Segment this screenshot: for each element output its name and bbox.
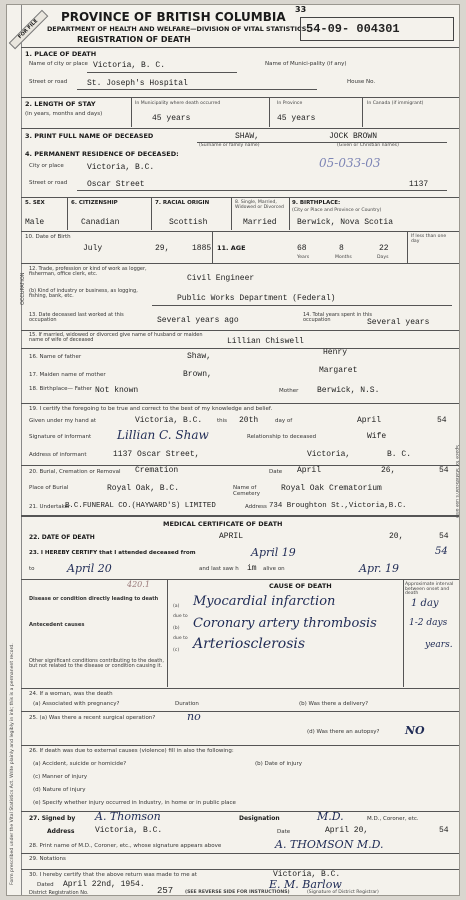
age-months: 8	[339, 244, 344, 253]
print-name-label: 28. Print name of M.D., Coroner, etc., whose signature appears above	[29, 843, 222, 849]
registrar-signature: E. M. Barlow	[269, 878, 342, 891]
relationship-label: Relationship to deceased	[247, 434, 317, 440]
attend-to-label: to	[29, 566, 35, 572]
undertaker-label: 21. Undertaker	[29, 504, 71, 510]
attend-label: 23. I HEREBY CERTIFY that I attended deceased from	[29, 550, 196, 556]
injury-date-label: (b) Date of injury	[255, 761, 303, 767]
total-years-value: Several years	[367, 318, 430, 327]
age-days: 22	[379, 244, 389, 253]
given-under-label: Given under my hand at	[29, 418, 96, 424]
stamp-number: 33	[295, 5, 307, 14]
burial-year: 54	[439, 466, 449, 475]
stay-province-label: In Province	[277, 101, 303, 106]
department-line: DEPARTMENT OF HEALTH AND WELFARE—DIVISION OF VITAL STATISTICS	[47, 25, 307, 33]
province-title: PROVINCE OF BRITISH COLUMBIA	[61, 10, 286, 24]
birth-year: 1885	[192, 244, 212, 253]
spouse-value: Lillian Chiswell	[227, 337, 304, 346]
birthplace-father-label: 18. Birthplace— Father	[29, 386, 93, 392]
attend-from: April 19	[251, 546, 296, 559]
informant-certify: 19. I certify the foregoing to be true and correct to the best of my knowledge and belief.	[29, 406, 273, 412]
informant-year: 54	[437, 416, 447, 425]
attend-year-from: 54	[435, 546, 448, 557]
registration-number: 54-09- 004301	[306, 22, 400, 36]
stay-municipality-value: 45 years	[152, 114, 191, 123]
age-days-caption: Days	[377, 255, 389, 260]
signed-date: April 20,	[325, 826, 369, 835]
mother-surname: Brown,	[183, 370, 212, 379]
stay-canada-label: In Canada (if immigrant)	[367, 101, 424, 106]
informant-address-city: Victoria,	[307, 450, 351, 459]
less-than-day-label: If less than one day	[411, 234, 447, 244]
registration-no-value: 257	[157, 886, 174, 896]
duration-label: Duration	[175, 701, 199, 707]
right-margin-text: Space for Statistician's use only	[454, 445, 459, 519]
birth-day: 29,	[155, 244, 170, 253]
nature-label: (d) Nature of injury	[33, 787, 86, 793]
this-label: this	[217, 418, 228, 424]
attend-to: April 20	[67, 562, 112, 575]
total-years-label: 14. Total years spent in this occupation	[303, 312, 373, 323]
informant-address-prov: B. C.	[387, 450, 412, 459]
mother-given: Margaret	[319, 366, 358, 375]
street-label: Street or road	[29, 79, 68, 85]
father-birthplace: Not known	[95, 386, 139, 395]
signed-by-value: A. Thomson	[95, 810, 161, 823]
spouse-label: 15. If married, widowed or divorced give name of husband or maiden name of wife of deceased	[29, 332, 203, 343]
age-label: 11. AGE	[217, 244, 246, 252]
designation-label: Designation	[239, 815, 280, 822]
death-year: 54	[439, 532, 449, 541]
mother-label: 17. Maiden name of mother	[29, 372, 106, 378]
trade-value: Civil Engineer	[187, 274, 255, 283]
day-of-label: day of	[275, 418, 293, 424]
burial-place: Royal Oak, B.C.	[107, 484, 180, 493]
other-conditions-label: Other significant conditions contributing to the death, but not related to the disease or condition causing it.	[29, 658, 164, 669]
interval-b: 1-2 days	[409, 618, 448, 628]
undertaker-value: B.C.FUNERAL CO.(HAYWARD'S) LIMITED	[65, 502, 216, 510]
citizenship-value: Canadian	[81, 218, 120, 227]
racial-label: 7. RACIAL ORIGIN	[155, 200, 210, 206]
signer-address-label: Address	[47, 828, 75, 835]
burial-date-day: 26,	[381, 466, 396, 475]
registrar-signature-caption: (Signature of District Registrar)	[307, 890, 379, 895]
cause-heading: CAUSE OF DEATH	[269, 582, 332, 590]
relationship-value: Wife	[367, 432, 387, 441]
undertaker-address: 734 Broughton St.,Victoria,B.C.	[269, 502, 407, 510]
cause-b-prefix: (b)	[173, 626, 180, 631]
autopsy-value: NO	[405, 724, 425, 737]
last-worked-value: Several years ago	[157, 316, 239, 325]
medical-heading: MEDICAL CERTIFICATE OF DEATH	[163, 520, 283, 528]
signed-by-label: 27. Signed by	[29, 815, 76, 822]
death-date-day: 20,	[389, 532, 404, 541]
registration-no-label: District Registration No.	[29, 890, 89, 896]
left-margin-text: Form prescribed under the Vital Statistics Act. Write plainly and legibly in ink; this is a permanent record.	[10, 643, 15, 885]
place-name-label: Name of city or place	[29, 61, 88, 67]
residence-city-value: Victoria, B.C.	[87, 163, 155, 172]
deceased-given-names: JOCK BROWN	[329, 132, 378, 141]
age-months-caption: Months	[335, 255, 352, 260]
section-residence: 4. PERMANENT RESIDENCE OF DECEASED:	[25, 150, 179, 158]
trade-label: 12. Trade, profession or kind of work as logger, fisherman, office clerk, etc.	[29, 266, 147, 277]
mother-birthplace: Berwick, N.S.	[317, 386, 380, 395]
stay-province-value: 45 years	[277, 114, 316, 123]
stay-municipality-label: In Municipality where death occurred	[135, 101, 221, 106]
residence-city-label: City or place	[29, 163, 64, 169]
father-surname: Shaw,	[187, 352, 212, 361]
house-label: House No.	[347, 79, 376, 85]
registrar-place: Victoria, B.C.	[273, 870, 341, 879]
due-to-1: due to	[173, 614, 188, 619]
death-date-month: APRIL	[219, 532, 244, 541]
section-length-of-stay: 2. LENGTH OF STAY	[25, 100, 96, 108]
street-value: St. Joseph's Hospital	[87, 79, 188, 88]
signed-date-label: Date	[277, 829, 291, 835]
pregnancy-label: (a) Associated with pregnancy?	[33, 701, 120, 707]
undertaker-address-label: Address	[245, 504, 267, 510]
designation-value: M.D.	[317, 810, 344, 823]
last-saw-suffix: im	[247, 564, 257, 573]
notations-label: 29. Notations	[29, 856, 66, 862]
informant-place: Victoria, B.C.	[135, 416, 203, 425]
antecedent-label: Antecedent causes	[29, 622, 85, 628]
last-worked-label: 13. Date deceased last worked at this occupation	[29, 312, 124, 323]
designation-suffix: M.D., Coroner, etc.	[367, 816, 419, 822]
deceased-surname: SHAW,	[235, 132, 260, 141]
cause-c: Arteriosclerosis	[193, 636, 306, 652]
burial-label: 20. Burial, Cremation or Removal	[29, 469, 121, 475]
marital-value: Married	[243, 218, 277, 227]
reverse-side-note: (SEE REVERSE SIDE FOR INSTRUCTIONS)	[185, 890, 290, 895]
industry-label: (b) Kind of industry or business, as logging, fishing, bank, etc.	[29, 288, 138, 299]
last-saw-label: and last saw h	[199, 566, 239, 572]
mother-birthplace-label: Mother	[279, 388, 299, 394]
length-of-stay-sub: (in years, months and days)	[25, 111, 103, 117]
dated-value: April 22nd, 1954.	[63, 880, 145, 889]
cause-c-prefix: (c)	[173, 648, 180, 653]
deceased-name-label: 3. PRINT FULL NAME OF DECEASED	[25, 132, 154, 140]
accident-label: (a) Accident, suicide or homicide?	[33, 761, 127, 767]
industry-injury-label: (e) Specify whether injury occurred in Industry, in home or in public place	[33, 800, 236, 806]
alive-on-label: alive on	[263, 566, 285, 572]
interval-heading: Approximate interval between onset and death	[405, 582, 454, 597]
section-place-of-death: 1. PLACE OF DEATH	[25, 50, 97, 58]
municipality-label: Name of Munici-pality (if any)	[265, 61, 347, 67]
residence-street-label: Street or road	[29, 180, 68, 186]
given-caption: (Given or Christian names)	[337, 143, 399, 148]
birth-date-label: 10. Date of Birth	[25, 234, 71, 240]
burial-type: Cremation	[135, 466, 179, 475]
informant-address: 1137 Oscar Street,	[113, 450, 200, 459]
father-given: Henry	[323, 348, 348, 357]
operation-value: no	[187, 710, 201, 723]
informant-address-label: Address of informant	[29, 452, 87, 458]
informant-signature: Lillian C. Shaw	[117, 428, 209, 442]
informant-day: 20th	[239, 416, 259, 425]
father-label: 16. Name of father	[29, 354, 82, 360]
form-title: REGISTRATION OF DEATH	[77, 35, 191, 44]
residence-stamp: 05-033-03	[319, 156, 381, 170]
sex-label: 5. SEX	[25, 200, 45, 206]
age-years-caption: Years	[297, 255, 310, 260]
signed-year: 54	[439, 826, 449, 835]
last-seen-date: Apr. 19	[359, 562, 400, 575]
delivery-label: (b) Was there a delivery?	[299, 701, 369, 707]
cemetery-label: Name of Cemetery	[233, 485, 261, 497]
interval-a: 1 day	[411, 598, 439, 609]
signer-address: Victoria, B.C.	[95, 826, 163, 835]
operation-label: 25. (a) Was there a recent surgical operation?	[29, 715, 156, 721]
age-years: 68	[297, 244, 307, 253]
manner-label: (c) Manner of injury	[33, 774, 88, 780]
cemetery-value: Royal Oak Crematorium	[281, 484, 382, 493]
print-name-value: A. THOMSON M.D.	[275, 838, 384, 851]
place-name-value: Victoria, B. C.	[93, 61, 166, 70]
autopsy-label: (d) Was there an autopsy?	[307, 729, 380, 735]
burial-place-label: Place of Burial	[29, 485, 69, 491]
birthplace-value: Berwick, Nova Scotia	[297, 218, 394, 227]
residence-street-value: Oscar Street	[87, 180, 145, 189]
death-registration-form	[6, 4, 460, 896]
external-causes-label: 26. If death was due to external causes (violence) fill in also the following:	[29, 748, 234, 754]
disease-label: Disease or condition directly leading to death	[29, 596, 159, 602]
marital-label: 8. Single, Married, Widowed or Divorced	[235, 200, 284, 210]
burial-date-label: Date	[269, 469, 283, 475]
due-to-2: due to	[173, 636, 188, 641]
occupation-side-label: OCCUPATION	[20, 272, 26, 305]
cause-a-prefix: (a)	[173, 604, 180, 609]
cause-code: 420.1	[127, 580, 150, 589]
sex-value: Male	[25, 218, 45, 227]
racial-value: Scottish	[169, 218, 208, 227]
citizenship-label: 6. CITIZENSHIP	[71, 200, 118, 206]
birth-month: July	[83, 244, 103, 253]
dated-label: Dated	[37, 882, 54, 888]
death-date-label: 22. DATE OF DEATH	[29, 534, 95, 541]
informant-signature-label: Signature of informant	[29, 434, 92, 440]
interval-c: years.	[425, 640, 453, 650]
burial-date-month: April	[297, 466, 322, 475]
birthplace-sub: (City or Place and Province or Country)	[292, 208, 382, 213]
corner-ribbon: FOR FILE	[9, 10, 49, 50]
left-margin-strip	[7, 5, 22, 896]
registrar-label: 30. I hereby certify that the above return was made to me at	[29, 872, 197, 878]
informant-month: April	[357, 416, 382, 425]
birthplace-label: 9. BIRTHPLACE:	[292, 200, 341, 206]
industry-value: Public Works Department (Federal)	[177, 294, 336, 303]
residence-house-value: 1137	[409, 180, 429, 189]
cause-b: Coronary artery thrombosis	[193, 616, 377, 631]
woman-label: 24. If a woman, was the death	[29, 691, 113, 697]
cause-a: Myocardial infarction	[193, 594, 336, 609]
surname-caption: (Surname or family name)	[199, 143, 260, 148]
